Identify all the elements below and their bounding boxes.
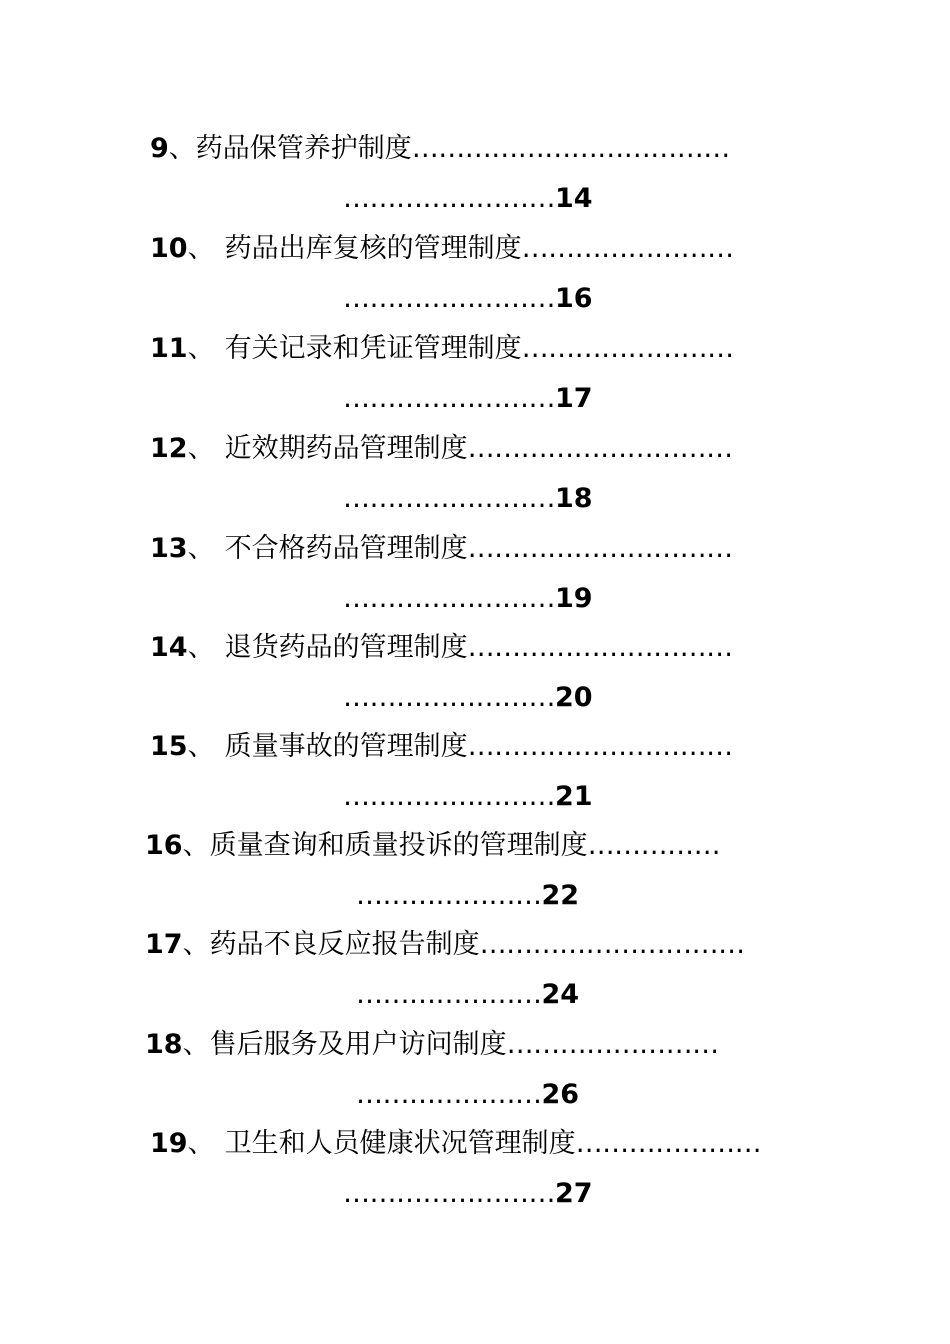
toc-page-number: 14 [555,183,593,214]
toc-entry-number: 9 [150,133,169,164]
toc-entry-title: 卫生和人员健康状况管理制度 [224,1128,576,1159]
toc-entry-first-line [150,727,733,767]
toc-entry-first-line [150,229,734,269]
toc-leader-dots: …………………… [343,583,555,614]
toc-entry-separator: 、 [182,830,210,861]
toc-leader-dots: …………………… [521,333,734,364]
toc-entry-title: 售后服务及用户访问制度 [209,1029,507,1060]
toc-page-number: 21 [555,781,593,812]
toc-leader-dots: ………………………… [467,433,733,464]
toc-leader-dots: ………………… [356,979,542,1010]
toc-leader-dots: …………………… [521,233,734,264]
toc-leader-dots: ………………… [575,1128,762,1159]
toc-entry-separator: 、 [187,632,215,663]
toc-leader-dots: …………………… [343,283,555,314]
toc-entry-second-line [343,678,593,718]
toc-leader-dots: …………… [587,830,721,861]
toc-entry-second-line [343,1174,593,1214]
toc-entry-first-line [150,628,733,668]
toc-entry-first-line [145,1025,719,1065]
toc-leader-dots: …………………… [343,781,555,812]
toc-entry-separator: 、 [187,433,215,464]
toc-page-number: 22 [541,880,580,911]
toc-entry-separator: 、 [182,1029,210,1060]
toc-entry-separator: 、 [187,533,215,564]
toc-leader-dots: …………………… [343,682,555,713]
toc-entry-first-line [150,529,733,569]
toc-entry-number: 13 [150,533,188,564]
toc-entry-title: 药品保管养护制度 [195,133,412,164]
toc-leader-dots: ……………………………… [411,133,730,164]
toc-entry-second-line [343,279,593,319]
toc-entry-second-line [343,777,593,817]
toc-entry-title: 质量事故的管理制度 [224,731,468,762]
toc-entry-number: 11 [150,333,188,364]
toc-leader-dots: ………………… [356,1079,542,1110]
toc-entry-first-line [150,129,730,169]
toc-entry-first-line [145,925,745,965]
toc-leader-dots: ………………………… [479,929,745,960]
toc-entry-second-line [343,379,593,419]
toc-leader-dots: …………………… [343,183,555,214]
toc-leader-dots: ………………………… [467,731,733,762]
toc-entry-number: 18 [145,1029,183,1060]
toc-page-number: 19 [555,583,593,614]
toc-entry-title: 近效期药品管理制度 [224,433,468,464]
toc-entry-number: 10 [150,233,188,264]
toc-entry-second-line [343,479,593,519]
toc-entry-separator: 、 [187,731,215,762]
toc-entry-title: 药品不良反应报告制度 [209,929,480,960]
toc-page-number: 26 [541,1079,580,1110]
toc-leader-dots: ………………… [356,880,542,911]
toc-entry-number: 16 [145,830,183,861]
toc-entry-title: 质量查询和质量投诉的管理制度 [209,830,588,861]
toc-entry-number: 19 [150,1128,188,1159]
toc-entry-separator: 、 [187,233,215,264]
toc-entry-first-line [150,429,733,469]
toc-entry-title: 退货药品的管理制度 [224,632,468,663]
toc-entry-number: 15 [150,731,188,762]
toc-leader-dots: …………………… [343,383,555,414]
toc-entry-number: 14 [150,632,188,663]
toc-entry-title: 药品出库复核的管理制度 [224,233,522,264]
toc-leader-dots: ………………………… [467,632,733,663]
toc-leader-dots: ………………………… [467,533,733,564]
toc-entry-second-line [356,1075,579,1115]
toc-entry-number: 12 [150,433,188,464]
toc-entry-title: 不合格药品管理制度 [224,533,468,564]
toc-entry-title: 有关记录和凭证管理制度 [224,333,522,364]
toc-leader-dots: …………………… [343,483,555,514]
toc-entry-first-line [150,329,734,369]
toc-entry-separator: 、 [182,929,210,960]
toc-entry-first-line [150,1124,761,1164]
toc-leader-dots: …………………… [506,1029,719,1060]
toc-page-number: 20 [555,682,593,713]
toc-entry-second-line [343,579,593,619]
toc-entry-second-line [343,179,593,219]
toc-entry-second-line [356,876,579,916]
toc-page-number: 16 [555,283,593,314]
toc-entry-separator: 、 [187,333,215,364]
toc-entry-separator: 、 [168,133,196,164]
toc-entry-number: 17 [145,929,183,960]
toc-leader-dots: …………………… [343,1178,555,1209]
toc-page-number: 27 [555,1178,593,1209]
toc-page-number: 17 [555,383,593,414]
toc-page-number: 24 [541,979,580,1010]
toc-page-number: 18 [555,483,593,514]
toc-entry-separator: 、 [187,1128,215,1159]
toc-entry-first-line [145,826,720,866]
toc-entry-second-line [356,975,579,1015]
